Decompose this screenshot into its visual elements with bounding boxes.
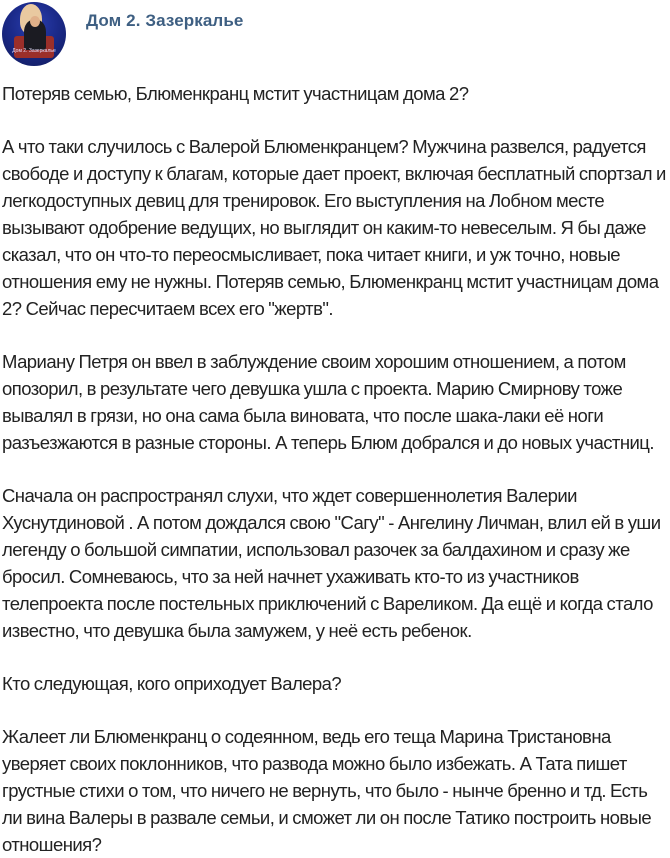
post-header	[0, 0, 670, 70]
paragraph-question: Кто следующая, кого оприходует Валера?	[2, 673, 342, 694]
paragraph-headline: Потеряв семью, Блюменкранц мстит участницам дома 2?	[2, 83, 469, 104]
paragraph-new-participants: Сначала он распространял слухи, что ждет совершеннолетия Валерии Хуснутдиновой . А потом дождался свою "Сагу" - Ангелину Личман, влил ей в уши легенду о большой симпатии, использовал разочек за балдахином и сразу же бросил. Сомневаюсь, что за ней начнет ухаживать кто-то из участников телепроекта после постельных приключений с Вареликом. Да ещё и когда стало известно, что девушка была замужем, у неё есть ребенок.	[2, 485, 661, 641]
paragraph-gap	[2, 697, 670, 723]
avatar-figure-face	[30, 16, 40, 27]
avatar-caption: Дом 2. Зазеркалье	[12, 48, 56, 54]
paragraph-gap	[2, 107, 670, 133]
paragraph-gap	[2, 644, 670, 670]
paragraph-intro: А что таки случилось с Валерой Блюменкранцем? Мужчина развелся, радуется свободе и доступу к благам, которые дает проект, включая бесплатный спортзал и легкодоступных девиц для тренировок. Его выступления на Лобном месте вызывают одобрение ведущих, но выглядит он каким-то невеселым. Я бы даже сказал, что он что-то переосмысливает, пока читает книги, и уж точно, новые отношения ему не нужны. Потеряв семью, Блюменкранц мстит участницам дома 2? Сейчас пересчитаем всех его "жертв".	[2, 136, 666, 319]
paragraph-gap	[2, 322, 670, 348]
group-name-link[interactable]: Дом 2. Зазеркалье	[86, 11, 244, 30]
group-avatar[interactable]	[2, 2, 66, 66]
paragraph-victims: Мариану Петря он ввел в заблуждение своим хорошим отношением, а потом опозорил, в результате чего девушка ушла с проекта. Марию Смирнову тоже вывалял в грязи, но она сама была виновата, что после шака-лаки её ноги разъезжаются в разные стороны. А теперь Блюм добрался и до новых участниц.	[2, 351, 654, 453]
post-text	[2, 80, 670, 858]
paragraph-gap	[2, 456, 670, 482]
paragraph-conclusion: Жалеет ли Блюменкранц о содеянном, ведь его теща Марина Тристановна уверяет своих поклонников, что развода можно было избежать. А Тата пишет грустные стихи о том, что ничего не вернуть, что было - нынче бренно и тд. Есть ли вина Валеры в развале семьи, и сможет ли он после Татико построить новые отношения?	[2, 726, 652, 855]
